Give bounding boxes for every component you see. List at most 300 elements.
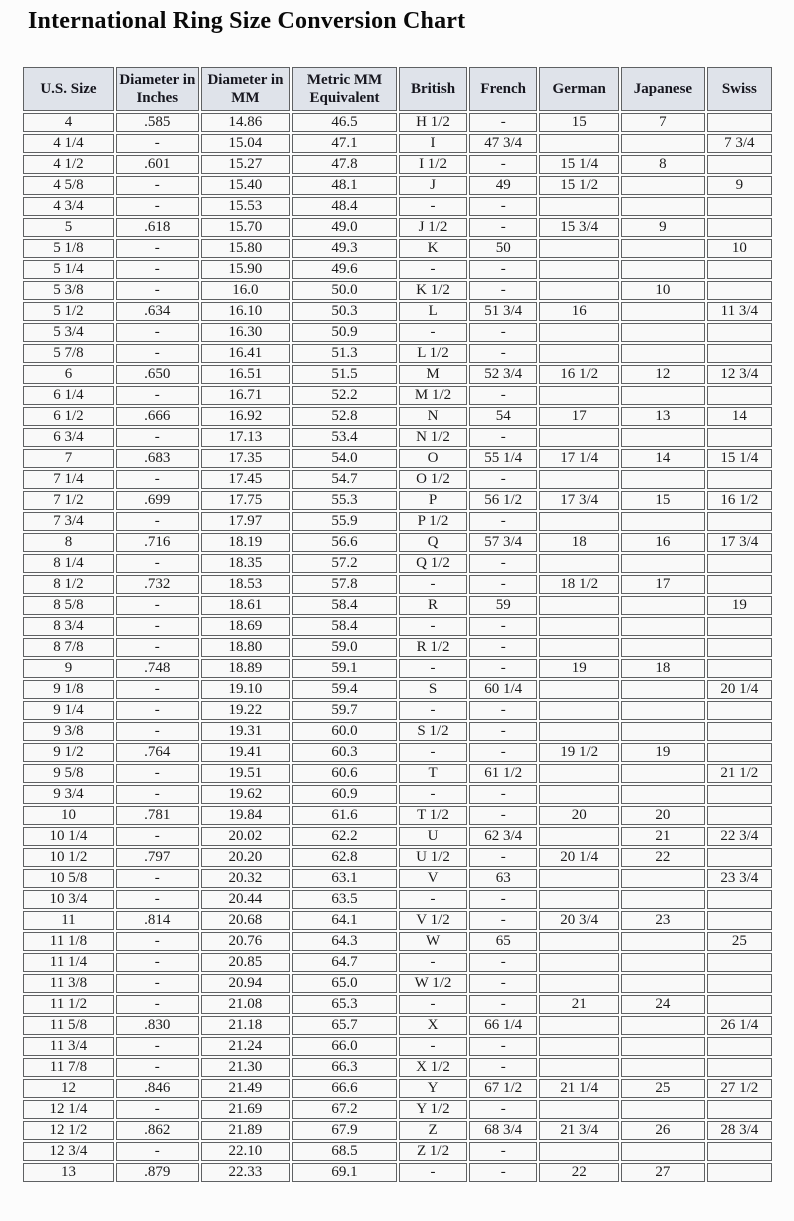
table-row [23, 1100, 772, 1119]
cell [707, 638, 772, 657]
cell [707, 554, 772, 573]
column-header: Metric MM Equivalent [292, 67, 397, 111]
table-row [23, 911, 772, 930]
cell [707, 953, 772, 972]
cell [707, 1163, 772, 1182]
cell: .764 [116, 743, 199, 762]
cell: 8 [23, 533, 114, 552]
cell: - [116, 512, 199, 531]
table-row [23, 890, 772, 909]
cell: 8 7/8 [23, 638, 114, 657]
cell: 12 1/4 [23, 1100, 114, 1119]
cell: 18 1/2 [539, 575, 619, 594]
cell: 8 1/4 [23, 554, 114, 573]
cell: - [469, 890, 537, 909]
cell: - [116, 764, 199, 783]
table-row [23, 491, 772, 510]
cell: 54.0 [292, 449, 397, 468]
cell [621, 302, 705, 321]
cell: W 1/2 [399, 974, 467, 993]
cell: 52.2 [292, 386, 397, 405]
cell: .683 [116, 449, 199, 468]
cell: 61 1/2 [469, 764, 537, 783]
cell: - [116, 953, 199, 972]
cell: 18.35 [201, 554, 290, 573]
cell: 47.8 [292, 155, 397, 174]
cell: .618 [116, 218, 199, 237]
cell: 18.89 [201, 659, 290, 678]
cell [539, 260, 619, 279]
cell: 13 [621, 407, 705, 426]
column-header: Swiss [707, 67, 772, 111]
cell: T 1/2 [399, 806, 467, 825]
cell: - [469, 911, 537, 930]
cell [539, 386, 619, 405]
cell [707, 386, 772, 405]
cell: 9 [707, 176, 772, 195]
cell: - [116, 722, 199, 741]
cell: - [116, 638, 199, 657]
cell [539, 701, 619, 720]
cell: - [116, 785, 199, 804]
cell: 61.6 [292, 806, 397, 825]
cell [621, 386, 705, 405]
cell: 16.0 [201, 281, 290, 300]
cell: - [469, 218, 537, 237]
cell: 20.44 [201, 890, 290, 909]
cell: X 1/2 [399, 1058, 467, 1077]
cell: 15.53 [201, 197, 290, 216]
cell [707, 701, 772, 720]
table-row [23, 344, 772, 363]
cell: 6 3/4 [23, 428, 114, 447]
cell [707, 323, 772, 342]
cell [621, 134, 705, 153]
cell: 26 [621, 1121, 705, 1140]
cell: 7 [23, 449, 114, 468]
cell: .585 [116, 113, 199, 132]
table-row [23, 869, 772, 888]
cell: W [399, 932, 467, 951]
cell [539, 722, 619, 741]
cell: 20 1/4 [539, 848, 619, 867]
cell: 53.4 [292, 428, 397, 447]
cell: - [116, 827, 199, 846]
cell: 67.9 [292, 1121, 397, 1140]
cell: L 1/2 [399, 344, 467, 363]
cell: - [399, 995, 467, 1014]
cell: 24 [621, 995, 705, 1014]
table-row [23, 701, 772, 720]
table-row [23, 806, 772, 825]
cell: - [469, 806, 537, 825]
cell: 68 3/4 [469, 1121, 537, 1140]
cell [621, 344, 705, 363]
table-row [23, 302, 772, 321]
cell: .748 [116, 659, 199, 678]
cell [621, 512, 705, 531]
cell: - [469, 260, 537, 279]
cell: - [399, 785, 467, 804]
cell [539, 1100, 619, 1119]
cell: N 1/2 [399, 428, 467, 447]
table-row [23, 281, 772, 300]
table-row [23, 386, 772, 405]
cell [539, 932, 619, 951]
cell [707, 281, 772, 300]
table-row [23, 197, 772, 216]
cell: 19.84 [201, 806, 290, 825]
cell: 20 [621, 806, 705, 825]
cell: 69.1 [292, 1163, 397, 1182]
cell [621, 1037, 705, 1056]
cell: 21.18 [201, 1016, 290, 1035]
cell: - [469, 1037, 537, 1056]
cell: P 1/2 [399, 512, 467, 531]
cell: 18 [621, 659, 705, 678]
cell: 51 3/4 [469, 302, 537, 321]
cell: 58.4 [292, 617, 397, 636]
cell: 27 [621, 1163, 705, 1182]
cell: - [399, 659, 467, 678]
table-row [23, 218, 772, 237]
cell: 65.0 [292, 974, 397, 993]
cell [707, 1142, 772, 1161]
cell [539, 323, 619, 342]
cell: 15 1/4 [539, 155, 619, 174]
cell: N [399, 407, 467, 426]
cell: 9 1/8 [23, 680, 114, 699]
cell: - [469, 1142, 537, 1161]
cell: 21.24 [201, 1037, 290, 1056]
cell: 55.3 [292, 491, 397, 510]
cell: 11 7/8 [23, 1058, 114, 1077]
cell: - [469, 113, 537, 132]
cell: 18.53 [201, 575, 290, 594]
cell: 15 [621, 491, 705, 510]
cell [621, 953, 705, 972]
table-row [23, 785, 772, 804]
cell: - [116, 323, 199, 342]
cell [621, 701, 705, 720]
cell [539, 239, 619, 258]
cell [539, 554, 619, 573]
cell: 10 [23, 806, 114, 825]
cell [707, 1058, 772, 1077]
cell [621, 260, 705, 279]
cell: 5 3/4 [23, 323, 114, 342]
cell: - [469, 953, 537, 972]
cell: - [469, 701, 537, 720]
cell: 59 [469, 596, 537, 615]
cell: 21.49 [201, 1079, 290, 1098]
cell: 60.6 [292, 764, 397, 783]
cell: 51.3 [292, 344, 397, 363]
cell: - [116, 176, 199, 195]
table-row [23, 953, 772, 972]
cell [539, 974, 619, 993]
cell [539, 890, 619, 909]
cell: 15.80 [201, 239, 290, 258]
cell [539, 281, 619, 300]
cell: J 1/2 [399, 218, 467, 237]
cell: 64.1 [292, 911, 397, 930]
cell: .862 [116, 1121, 199, 1140]
table-row [23, 974, 772, 993]
cell [539, 470, 619, 489]
cell: 10 1/2 [23, 848, 114, 867]
cell: 16.30 [201, 323, 290, 342]
cell: .716 [116, 533, 199, 552]
cell: R 1/2 [399, 638, 467, 657]
cell [707, 218, 772, 237]
cell: - [469, 428, 537, 447]
cell: 6 1/4 [23, 386, 114, 405]
cell: 15 1/4 [707, 449, 772, 468]
cell: - [116, 1037, 199, 1056]
cell: 60.3 [292, 743, 397, 762]
cell [621, 176, 705, 195]
cell: - [116, 428, 199, 447]
cell: 15 [539, 113, 619, 132]
cell: H 1/2 [399, 113, 467, 132]
cell: 16 [621, 533, 705, 552]
cell: - [399, 260, 467, 279]
cell: 26 1/4 [707, 1016, 772, 1035]
cell [707, 1100, 772, 1119]
conversion-table [21, 65, 774, 1184]
cell: 64.7 [292, 953, 397, 972]
cell: - [469, 197, 537, 216]
cell: K 1/2 [399, 281, 467, 300]
cell [621, 470, 705, 489]
cell: 19.10 [201, 680, 290, 699]
cell [707, 743, 772, 762]
cell: 21 1/4 [539, 1079, 619, 1098]
cell: 9 5/8 [23, 764, 114, 783]
cell: 22 [539, 1163, 619, 1182]
cell: - [116, 239, 199, 258]
table-row [23, 512, 772, 531]
cell: 11 1/8 [23, 932, 114, 951]
table-row [23, 827, 772, 846]
cell: U 1/2 [399, 848, 467, 867]
cell: 17.75 [201, 491, 290, 510]
cell: 54 [469, 407, 537, 426]
cell: M 1/2 [399, 386, 467, 405]
cell: - [116, 617, 199, 636]
cell: 11 3/8 [23, 974, 114, 993]
header-row [23, 67, 772, 111]
cell: S [399, 680, 467, 699]
cell: - [469, 785, 537, 804]
table-row [23, 1079, 772, 1098]
cell: Y 1/2 [399, 1100, 467, 1119]
cell: 20.68 [201, 911, 290, 930]
cell: - [399, 743, 467, 762]
cell: .846 [116, 1079, 199, 1098]
cell: - [116, 281, 199, 300]
cell [707, 470, 772, 489]
cell [621, 1100, 705, 1119]
cell: 16.41 [201, 344, 290, 363]
cell: X [399, 1016, 467, 1035]
cell: 17.45 [201, 470, 290, 489]
cell: 5 3/8 [23, 281, 114, 300]
cell: 5 7/8 [23, 344, 114, 363]
table-row [23, 638, 772, 657]
cell: 66 1/4 [469, 1016, 537, 1035]
cell: - [469, 554, 537, 573]
cell: 60 1/4 [469, 680, 537, 699]
cell: 15.04 [201, 134, 290, 153]
cell: - [469, 659, 537, 678]
cell: - [116, 470, 199, 489]
cell: 17.35 [201, 449, 290, 468]
cell: 7 1/2 [23, 491, 114, 510]
cell: - [116, 596, 199, 615]
cell [707, 344, 772, 363]
table-row [23, 1016, 772, 1035]
table-row [23, 365, 772, 384]
table-row [23, 323, 772, 342]
cell [707, 617, 772, 636]
column-header: Diameter in Inches [116, 67, 199, 111]
cell: 15 3/4 [539, 218, 619, 237]
cell: 56 1/2 [469, 491, 537, 510]
cell: 11 3/4 [707, 302, 772, 321]
cell: - [469, 575, 537, 594]
cell: 50.3 [292, 302, 397, 321]
cell: 4 5/8 [23, 176, 114, 195]
cell: 16.10 [201, 302, 290, 321]
cell: 12 [621, 365, 705, 384]
cell [539, 197, 619, 216]
cell: .830 [116, 1016, 199, 1035]
cell [621, 869, 705, 888]
cell: 19.41 [201, 743, 290, 762]
cell: 19 [707, 596, 772, 615]
cell: - [399, 323, 467, 342]
cell: 11 [23, 911, 114, 930]
cell: 18.19 [201, 533, 290, 552]
cell: - [116, 932, 199, 951]
cell [539, 1016, 619, 1035]
cell: .879 [116, 1163, 199, 1182]
cell: 7 [621, 113, 705, 132]
cell: .634 [116, 302, 199, 321]
cell: 21 3/4 [539, 1121, 619, 1140]
cell: 11 1/2 [23, 995, 114, 1014]
cell: 65 [469, 932, 537, 951]
cell: 20.02 [201, 827, 290, 846]
cell [539, 596, 619, 615]
cell [539, 953, 619, 972]
cell: - [469, 470, 537, 489]
cell: 17 1/4 [539, 449, 619, 468]
table-row [23, 659, 772, 678]
table-body [23, 113, 772, 1182]
cell [539, 617, 619, 636]
cell: P [399, 491, 467, 510]
cell: 20.20 [201, 848, 290, 867]
cell: 63.5 [292, 890, 397, 909]
cell: 10 [621, 281, 705, 300]
cell: 54.7 [292, 470, 397, 489]
cell: 7 3/4 [707, 134, 772, 153]
cell: - [116, 134, 199, 153]
cell: 12 3/4 [707, 365, 772, 384]
cell [707, 995, 772, 1014]
cell: 19.31 [201, 722, 290, 741]
cell: - [469, 1058, 537, 1077]
cell: - [469, 638, 537, 657]
table-row [23, 1037, 772, 1056]
cell: - [399, 617, 467, 636]
cell: 22 [621, 848, 705, 867]
cell: - [469, 722, 537, 741]
cell: 48.4 [292, 197, 397, 216]
cell: .666 [116, 407, 199, 426]
page-title: International Ring Size Conversion Chart [28, 8, 466, 34]
cell: - [469, 974, 537, 993]
cell: 15.90 [201, 260, 290, 279]
cell: .732 [116, 575, 199, 594]
cell: Z 1/2 [399, 1142, 467, 1161]
table-row [23, 995, 772, 1014]
cell: Q [399, 533, 467, 552]
cell [707, 512, 772, 531]
cell: 10 5/8 [23, 869, 114, 888]
cell: 11 5/8 [23, 1016, 114, 1035]
cell: - [116, 197, 199, 216]
cell: 8 [621, 155, 705, 174]
cell: 11 3/4 [23, 1037, 114, 1056]
cell: 58.4 [292, 596, 397, 615]
cell [539, 512, 619, 531]
cell: 18.61 [201, 596, 290, 615]
cell: 19.62 [201, 785, 290, 804]
cell: 14 [621, 449, 705, 468]
table-row [23, 575, 772, 594]
cell [621, 239, 705, 258]
cell: 27 1/2 [707, 1079, 772, 1098]
cell: 59.1 [292, 659, 397, 678]
cell: 4 3/4 [23, 197, 114, 216]
cell: 22.10 [201, 1142, 290, 1161]
cell: 19 [539, 659, 619, 678]
cell: 15.70 [201, 218, 290, 237]
cell [539, 869, 619, 888]
cell: - [469, 344, 537, 363]
cell: 59.4 [292, 680, 397, 699]
cell [539, 344, 619, 363]
cell: 16.51 [201, 365, 290, 384]
cell: 22 3/4 [707, 827, 772, 846]
cell [539, 680, 619, 699]
cell: 18 [539, 533, 619, 552]
cell [621, 764, 705, 783]
table-row [23, 533, 772, 552]
table-row [23, 764, 772, 783]
cell [707, 113, 772, 132]
cell: - [116, 680, 199, 699]
cell: 49.0 [292, 218, 397, 237]
cell: 17.13 [201, 428, 290, 447]
cell [539, 638, 619, 657]
cell: 21.08 [201, 995, 290, 1014]
column-header: U.S. Size [23, 67, 114, 111]
